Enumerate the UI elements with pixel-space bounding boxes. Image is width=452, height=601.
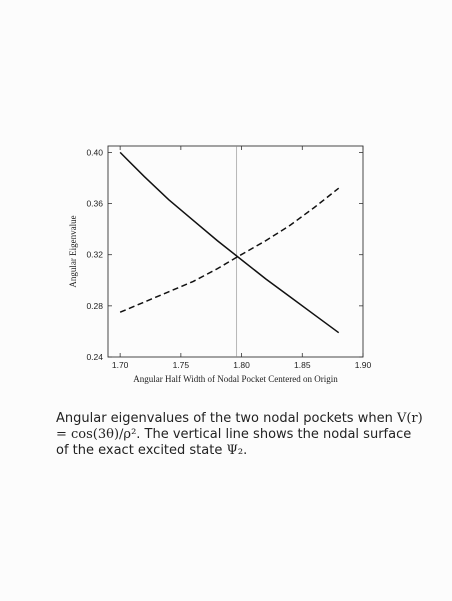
y-tick-label-0: 0.24 [86, 352, 103, 362]
y-tick-label-2: 0.32 [86, 249, 103, 260]
caption-text-1: Angular eigenvalues of the two nodal pockets when [56, 411, 397, 426]
y-tick-label-4: 0.40 [86, 147, 103, 158]
series-line-solid [120, 152, 339, 332]
figure-caption [56, 411, 426, 459]
y-tick-label-3: 0.36 [86, 198, 103, 209]
caption-text-2: . The vertical line shows the nodal surface of the exact excited state [56, 427, 412, 458]
caption-text-3: . [243, 443, 248, 458]
x-tick-label-2: 1.80 [233, 360, 250, 370]
y-tick-label-1: 0.28 [86, 300, 103, 311]
x-tick-label-3: 1.85 [294, 360, 311, 370]
y-axis-label: Angular Eigenvalue [68, 215, 78, 288]
caption-math-potential: V(r) = cos(3θ)/ρ² [56, 411, 423, 442]
x-tick-label-1: 1.75 [172, 360, 190, 370]
caption-math-psi: Ψ₂ [226, 443, 244, 458]
x-tick-label-0: 1.70 [111, 360, 129, 370]
x-tick-label-4: 1.90 [354, 360, 372, 370]
x-axis-label: Angular Half Width of Nodal Pocket Centered on Origin [133, 374, 338, 384]
